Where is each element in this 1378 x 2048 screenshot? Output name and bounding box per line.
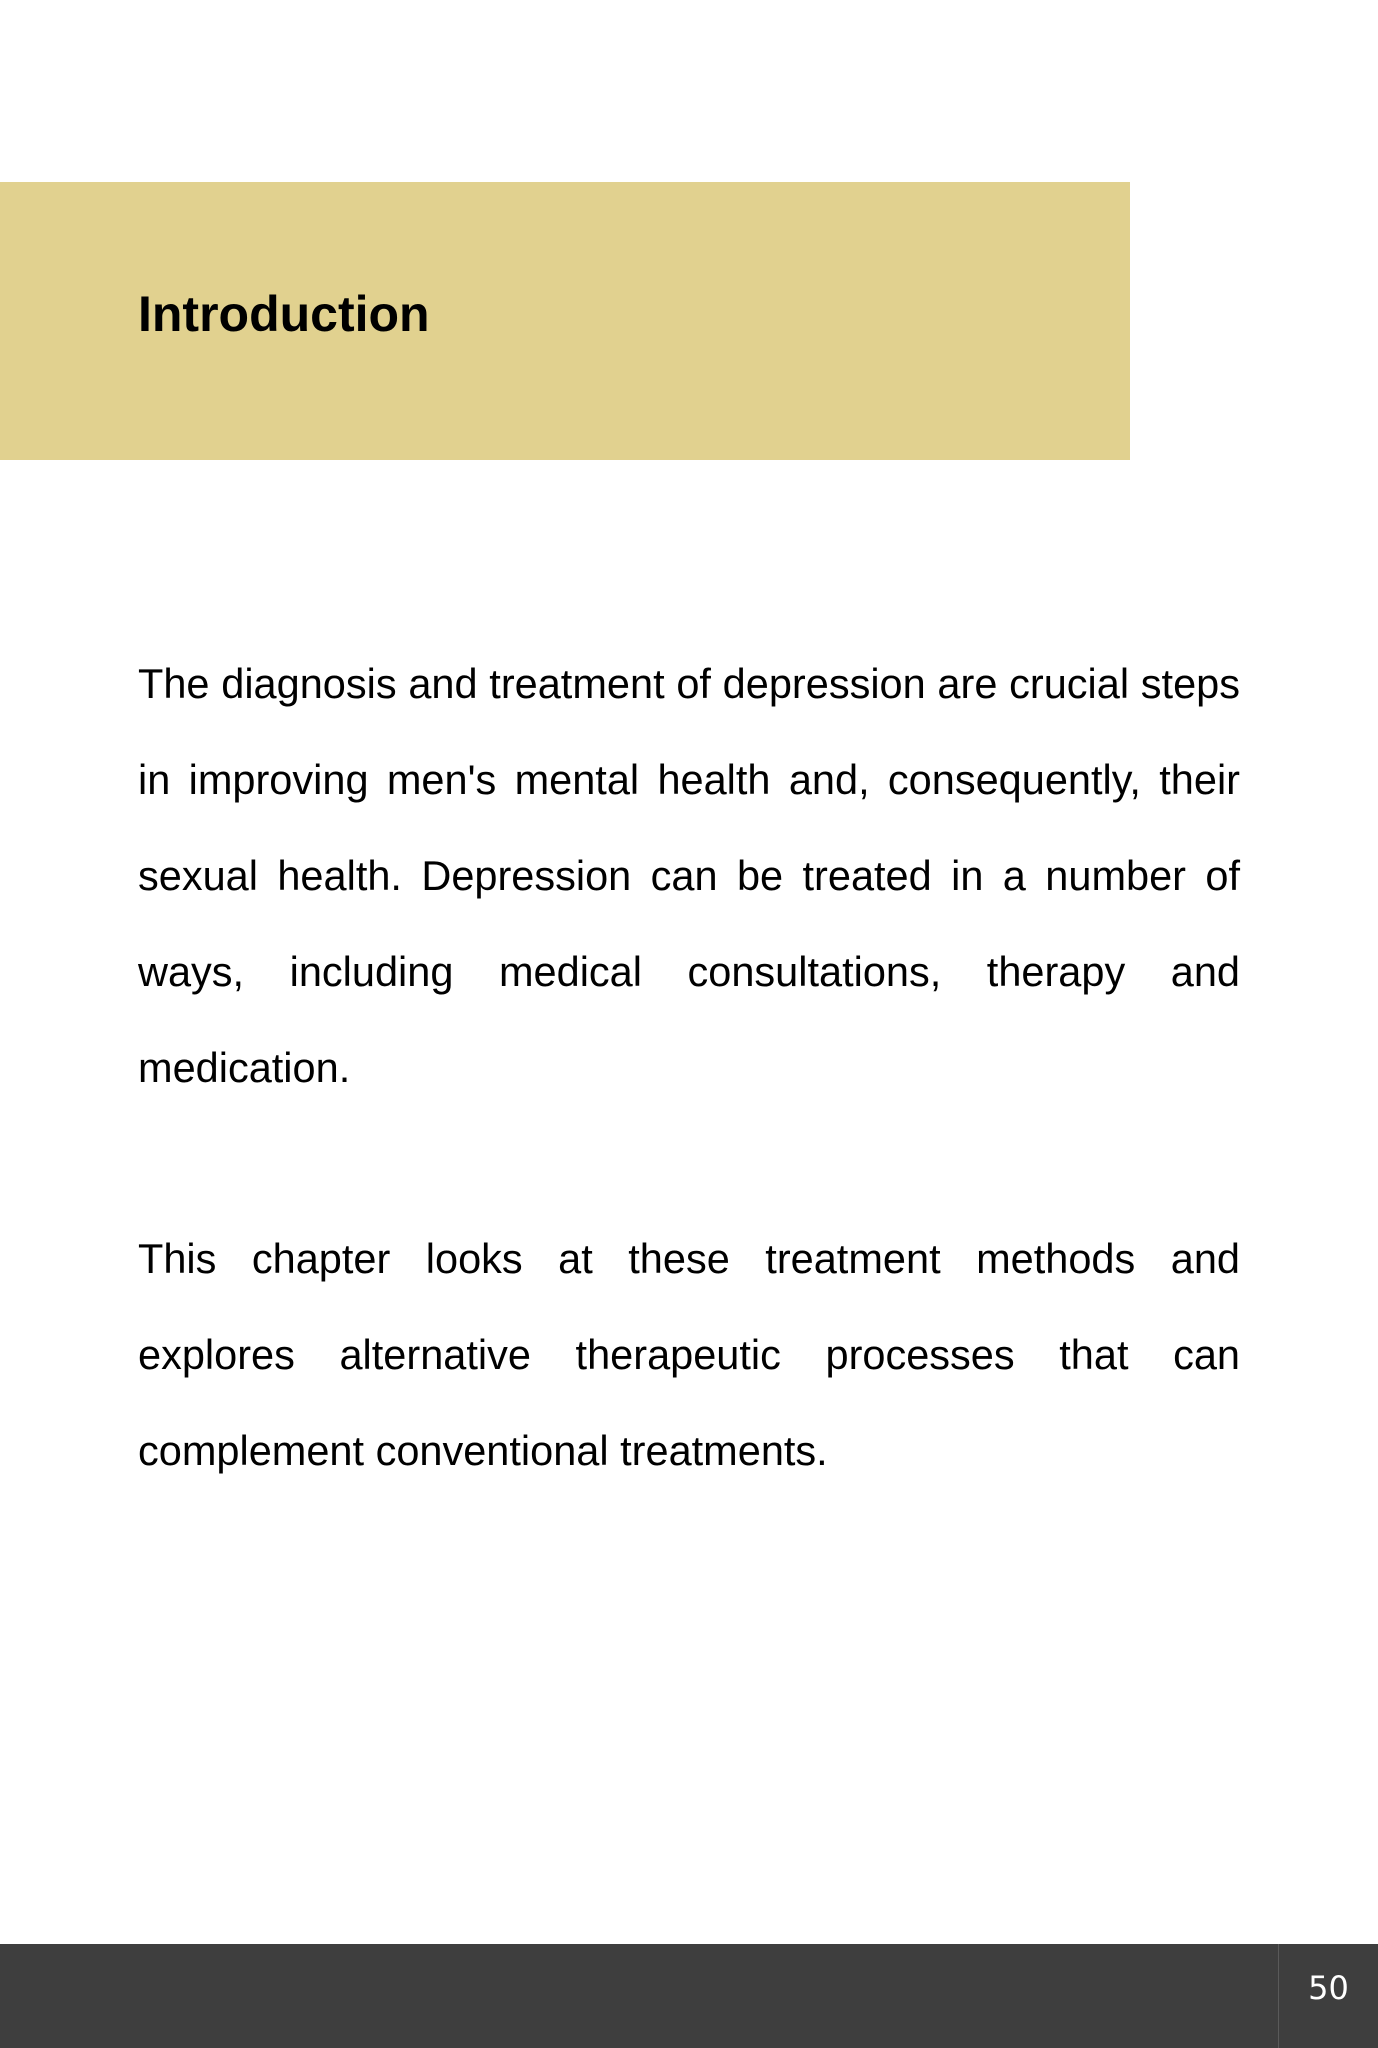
body-paragraph: This chapter looks at these treatment methods and explores alternative therapeutic processes that can complement conventional treatments. — [138, 1235, 1240, 1474]
section-title: Introduction — [138, 286, 430, 342]
body-paragraph: The diagnosis and treatment of depression are crucial steps in improving men's mental health and, consequently, their sexual health. Depression can be treated in a number of ways, including medical consultations, therapy and medication. — [138, 660, 1240, 1091]
page-number: 50 — [1308, 1969, 1349, 2007]
page-footer — [0, 1944, 1378, 2048]
